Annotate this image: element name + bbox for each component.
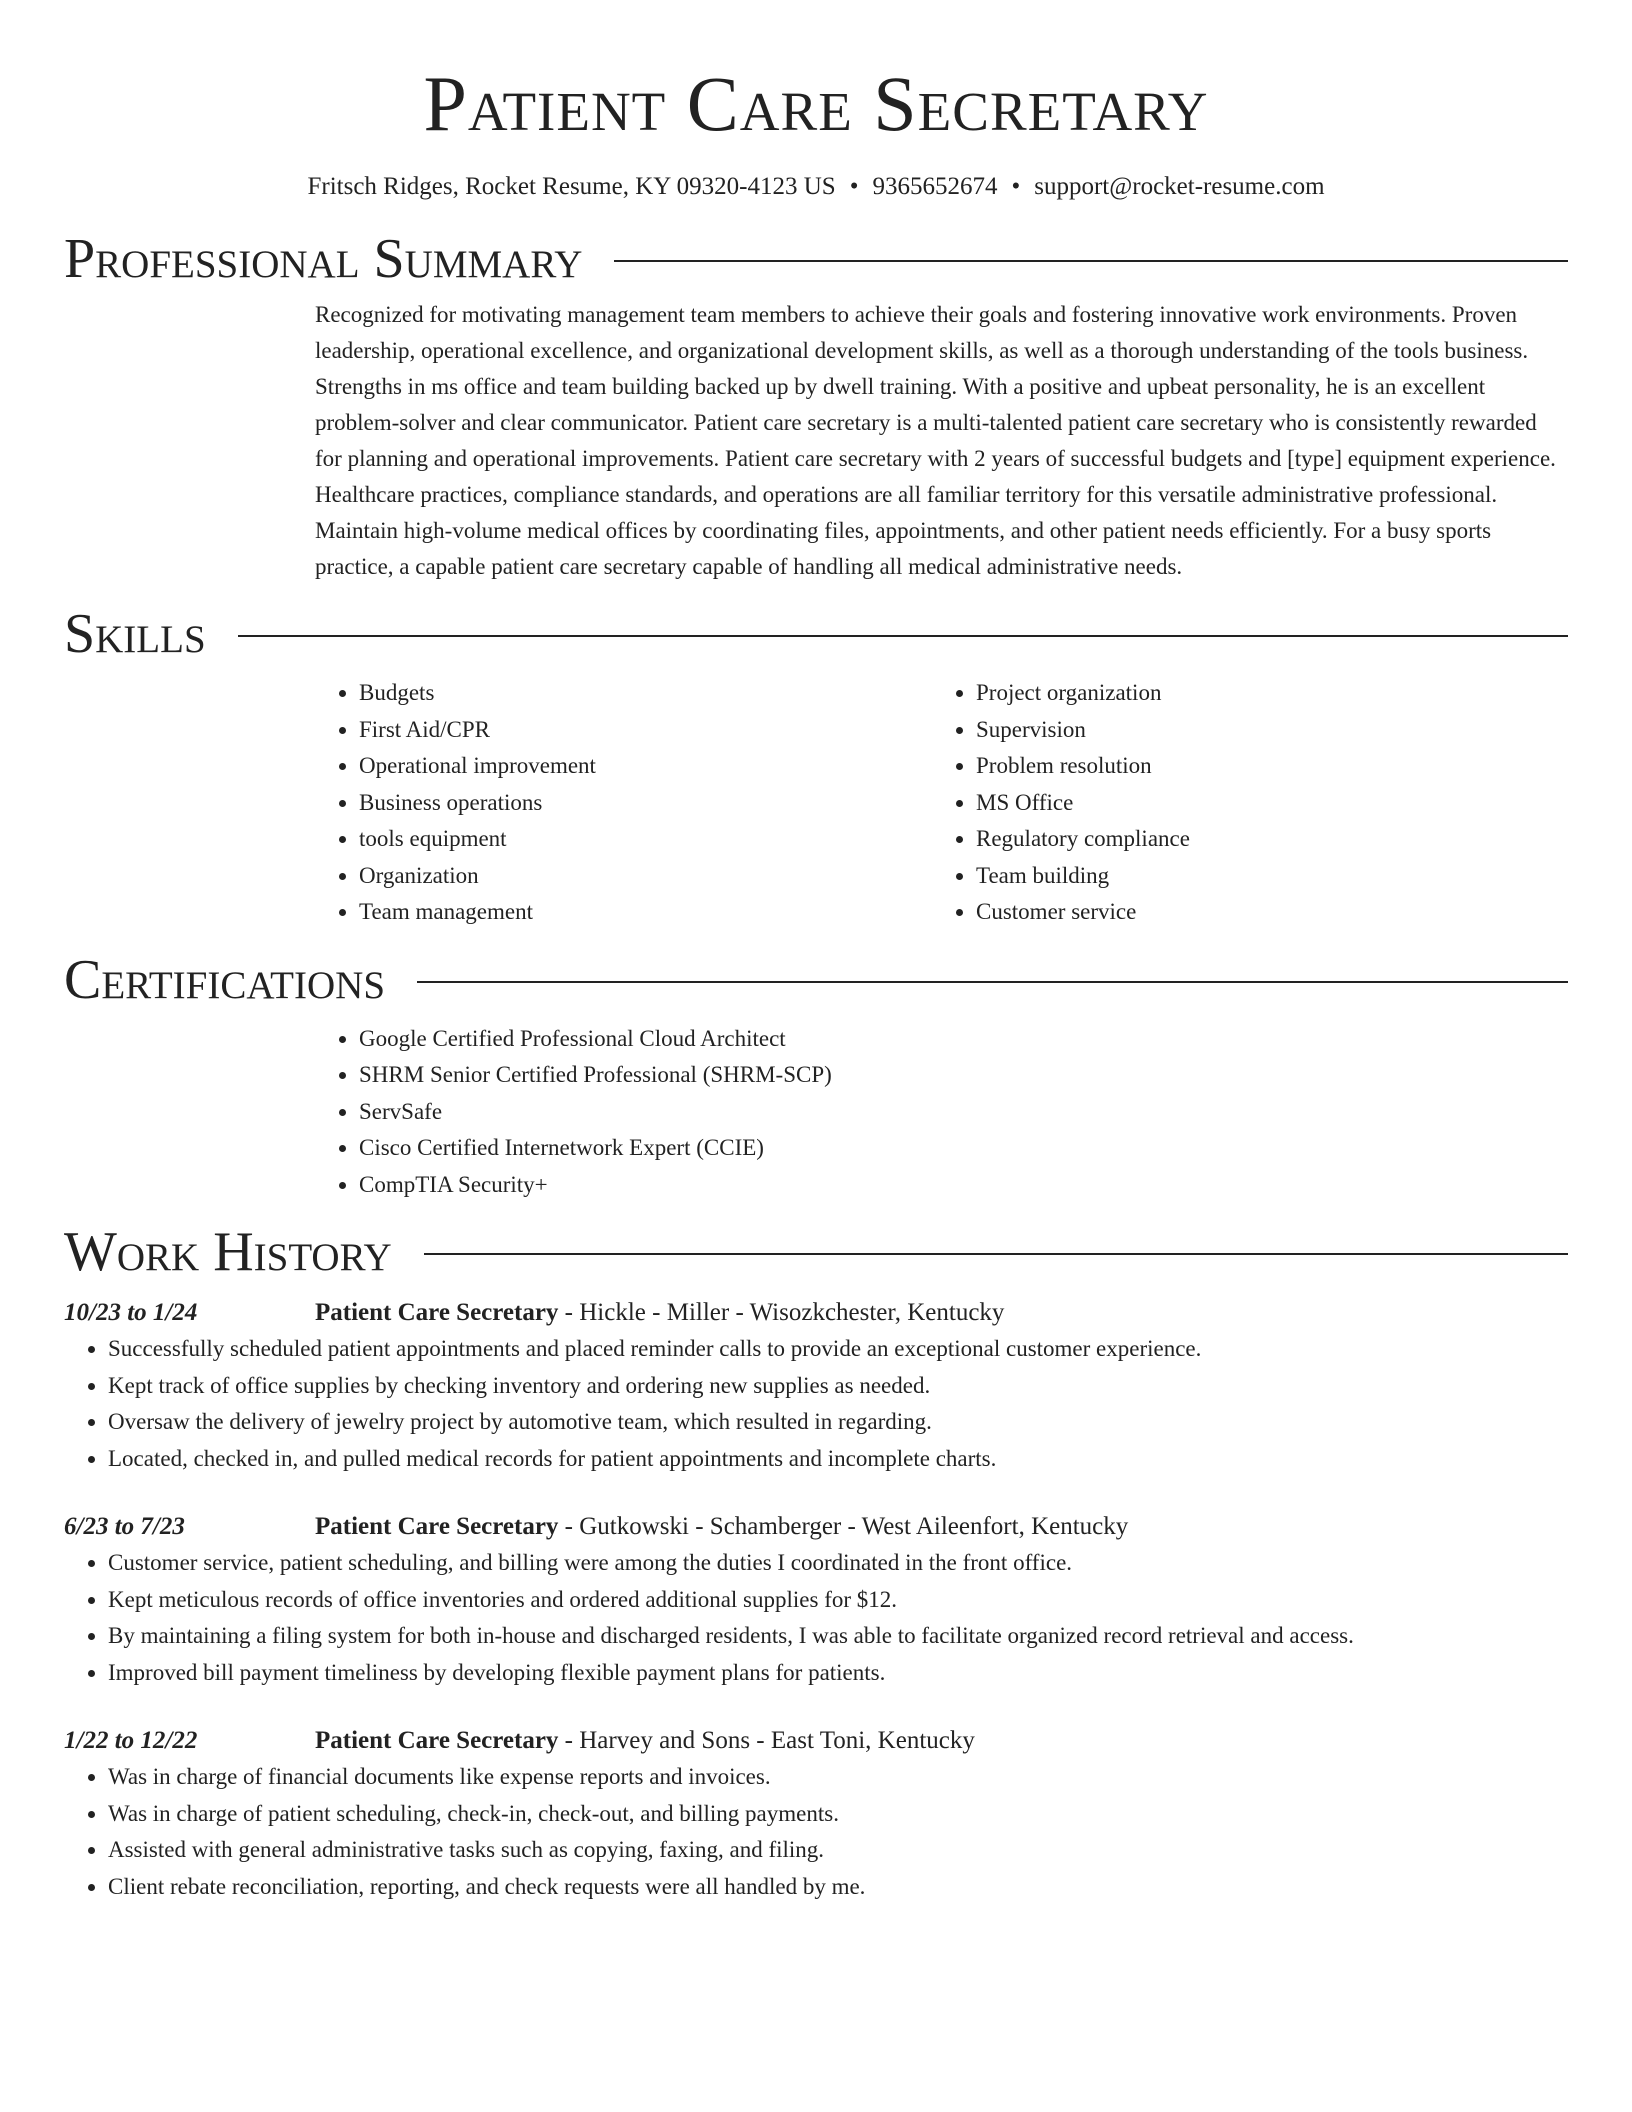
certification-item: • Cisco Certified Internetwork Expert (CCIE) [359,1130,1568,1167]
certifications-title: Certifications [64,948,386,1011]
summary-text: Recognized for motivating management team members to achieve their goals and fostering innovative work environments. Proven leadership, operational excellence, and organizational development skills, as well as a thorough understanding of the tools business. Strengths in ms office and team building backed up by dwell training. With a positive and upbeat personality, he is an excellent problem-solver and clear communicator. Patient care secretary is a multi-talented patient care secretary who is consistently rewarded for planning and operational improvements. Patient care secretary with 2 years of successful budgets and [type] equipment experience. Healthcare practices, compliance standards, and operations are all familiar territory for this versatile administrative professional. Maintain high-volume medical offices by coordinating files, appointments, and other patient needs efficiently. For a busy sports practice, a capable patient care secretary capable of handling all medical administrative needs. [315,302,1556,579]
job-bullet: • Was in charge of patient scheduling, check-in, check-out, and billing payments. [108,1796,1568,1833]
skill-item: • Operational improvement [359,748,932,785]
job-title-line [315,1295,1004,1331]
job-employer-location: - Gutkowski - Schamberger - West Aileenfort, Kentucky [558,1513,1129,1540]
job-entry [64,1509,1568,1691]
job-employer-location: - Hickle - Miller - Wisozkchester, Kentucky [558,1299,1005,1326]
skill-item: • Supervision [976,712,1549,749]
section-divider [424,1253,1568,1255]
job-bullet: • By maintaining a filing system for both in-house and discharged residents, I was able to facilitate organized record retrieval and access. [108,1618,1568,1655]
job-bullet: • Customer service, patient scheduling, and billing were among the duties I coordinated in the front office. [108,1545,1568,1582]
contact-address: Fritsch Ridges, Rocket Resume, KY 09320-4123 US [307,173,836,200]
job-title-line [315,1723,975,1759]
skill-item: • Team building [976,858,1549,895]
job-bullet: • Kept track of office supplies by checking inventory and ordering new supplies as needed. [108,1368,1568,1405]
summary-section-header [64,228,1568,290]
job-bullet: • Oversaw the delivery of jewelry project by automotive team, which resulted in regarding. [108,1404,1568,1441]
skill-item: • Business operations [359,785,932,822]
skills-list-left [315,675,932,931]
job-dates: 6/23 to 7/23 [64,1513,185,1540]
skill-item: • Customer service [976,894,1549,931]
job-bullet: • Kept meticulous records of office inventories and ordered additional supplies for $12. [108,1582,1568,1619]
job-title: Patient Care Secretary [315,1727,559,1754]
skill-item: • First Aid/CPR [359,712,932,749]
certification-item: • SHRM Senior Certified Professional (SHRM-SCP) [359,1057,1568,1094]
skill-item: • Regulatory compliance [976,821,1549,858]
job-dates: 1/22 to 12/22 [64,1727,198,1754]
job-bullets [64,1759,1568,1905]
skills-section [315,675,1568,931]
skills-list-right [932,675,1549,931]
job-header [64,1723,1568,1759]
resume-name: Patient Care Secretary [423,60,1209,147]
summary-section [315,297,1568,585]
job-bullet: • Successfully scheduled patient appointments and placed reminder calls to provide an exceptional customer experience. [108,1331,1568,1368]
skills-section-header [64,603,1568,665]
skill-item: • tools equipment [359,821,932,858]
skills-column-left [315,675,932,931]
contact-email: support@rocket-resume.com [1034,173,1325,200]
skill-item: • Budgets [359,675,932,712]
skill-item: • MS Office [976,785,1549,822]
contact-separator: • [1011,173,1021,200]
job-bullet: • Client rebate reconciliation, reporting, and check requests were all handled by me. [108,1869,1568,1906]
job-bullets [64,1331,1568,1477]
job-employer-location: - Harvey and Sons - East Toni, Kentucky [558,1727,975,1754]
certification-item: • CompTIA Security+ [359,1167,1568,1204]
job-entry [64,1723,1568,1905]
job-title: Patient Care Secretary [315,1299,559,1326]
job-bullet: • Improved bill payment timeliness by developing flexible payment plans for patients. [108,1655,1568,1692]
job-header [64,1295,1568,1331]
summary-title: Professional Summary [64,228,583,290]
skill-item: • Project organization [976,675,1549,712]
skill-item: • Team management [359,894,932,931]
section-divider [614,260,1568,262]
job-bullet: • Was in charge of financial documents like expense reports and invoices. [108,1759,1568,1796]
skills-columns [315,675,1568,931]
job-title: Patient Care Secretary [315,1513,559,1540]
job-bullets [64,1545,1568,1691]
job-header [64,1509,1568,1545]
certifications-section-header [64,949,1568,1011]
contact-phone: 9365652674 [872,173,998,200]
job-entry [64,1295,1568,1477]
work-history-section-header [64,1221,1568,1283]
section-divider [417,981,1568,983]
skills-column-right [932,675,1549,931]
job-title-line [315,1509,1128,1545]
job-bullet: • Located, checked in, and pulled medical records for patient appointments and incomplete charts. [108,1441,1568,1478]
contact-line [64,172,1568,202]
job-dates: 10/23 to 1/24 [64,1299,198,1326]
skill-item: • Problem resolution [976,748,1549,785]
work-history-title: Work History [64,1221,392,1283]
contact-separator: • [849,173,859,200]
certifications-list [315,1021,1568,1204]
section-divider [238,635,1568,637]
job-bullet: • Assisted with general administrative tasks such as copying, faxing, and filing. [108,1832,1568,1869]
certification-item: • Google Certified Professional Cloud Architect [359,1021,1568,1058]
certifications-section [315,1021,1568,1204]
skill-item: • Organization [359,858,932,895]
certification-item: • ServSafe [359,1094,1568,1131]
skills-title: Skills [64,603,206,665]
